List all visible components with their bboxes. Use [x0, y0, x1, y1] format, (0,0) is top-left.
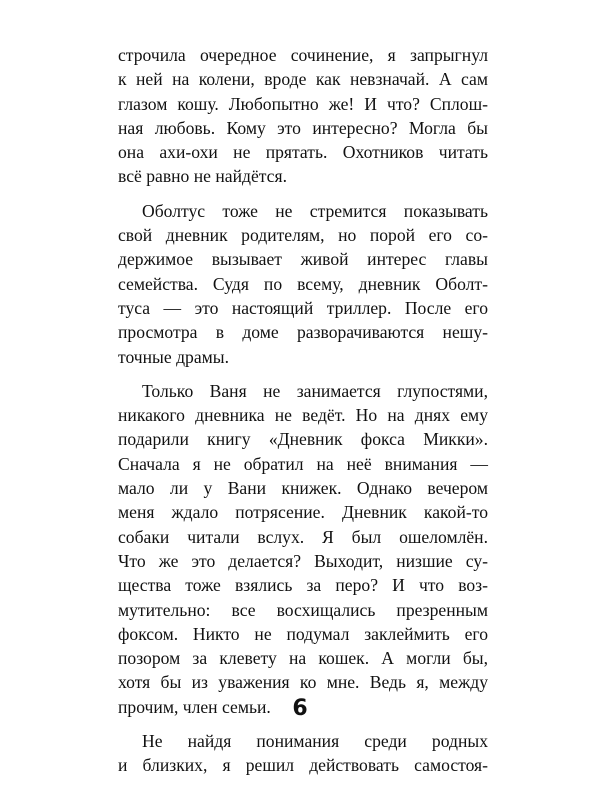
- text-line: она ахи-охи не прятать. Охотников читать: [118, 142, 488, 163]
- text-line: никакого дневника не ведёт. Но на днях ему: [118, 405, 488, 426]
- text-line: меня ждало потрясение. Дневник какой-то: [118, 502, 488, 523]
- text-line: Оболтус тоже не стремится показывать: [142, 200, 488, 221]
- text-line: туса — это настоящий триллер. После его: [118, 297, 488, 318]
- text-line: глазом кошу. Любопытно же! И что? Сплош-: [118, 93, 488, 114]
- text-line: собаки читали вслух. Я был ошеломлён.: [118, 526, 488, 547]
- text-line: Только Ваня не занимается глупостями,: [142, 380, 488, 401]
- text-line: ная любовь. Кому это интересно? Могла бы: [118, 117, 488, 138]
- text-line: мутительно: все восхищались презренным: [118, 599, 488, 620]
- page-number: 6: [292, 696, 308, 721]
- text-line: подарили книгу «Дневник фокса Микки».: [118, 429, 488, 450]
- text-line: свой дневник родителям, но порой его со-: [118, 225, 488, 246]
- text-line: строчила очередное сочинение, я запрыгнул: [118, 45, 488, 65]
- paragraph-1: [118, 43, 488, 189]
- text-line: точные драмы.: [118, 346, 230, 367]
- body-text: [118, 43, 488, 788]
- text-line: семейства. Судя по всему, дневник Оболт-: [118, 273, 488, 294]
- text-line: щества тоже взялись за перо? И что воз-: [118, 575, 488, 596]
- text-line: прочим, член семьи.: [118, 696, 271, 717]
- text-line: держимое вызывает живой интерес главы: [118, 249, 488, 270]
- text-line: фоксом. Никто не подумал заклеймить его: [118, 623, 488, 644]
- text-line: Сначала я не обратил на неё внимания —: [118, 453, 488, 474]
- text-line: и близких, я решил действовать самостоя-: [118, 755, 488, 776]
- text-line: мало ли у Вани книжек. Однако вечером: [118, 478, 488, 499]
- paragraph-3: [118, 379, 488, 719]
- text-line: Что же это делается? Выходит, низшие су-: [118, 550, 488, 571]
- paragraph-2: [118, 199, 488, 369]
- text-line: к ней на колени, вроде как невзначай. А сам: [118, 69, 488, 90]
- text-line: позором за клевету на кошек. А могли бы,: [118, 648, 488, 669]
- text-line: всё равно не найдётся.: [118, 166, 287, 187]
- text-line: хотя бы из уважения ко мне. Ведь я, между: [118, 672, 488, 693]
- text-line: просмотра в доме разворачиваются нешу-: [118, 322, 488, 343]
- text-line: Не найдя понимания среди родных: [142, 731, 488, 752]
- paragraph-4: [118, 729, 488, 778]
